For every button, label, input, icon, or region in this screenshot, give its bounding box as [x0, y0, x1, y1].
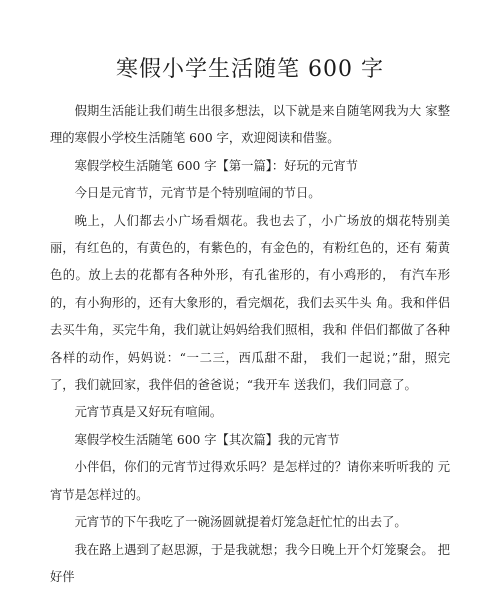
paragraph: 元宵节的下午我吃了一碗汤圆就提着灯笼急赶忙忙的出去了。	[50, 509, 450, 536]
document-body	[50, 98, 450, 591]
paragraph: 我在路上遇到了赵思源，于是我就想；我今日晚上开个灯笼聚会。 把好伴	[50, 537, 450, 591]
paragraph: 晚上，人们都去小广场看烟花。我也去了，小广场放的烟花特别美 丽，有红色的，有黄色的，有紫色的，有金色的，有粉红色的，还有 菊黄色的。放上去的花都有各种外形，有孔雀形的，有小鸡形的， 有汽车形的，有小狗形的，还有大象形的，看完烟花，我们去买牛头 角。我和伴侣去买牛角，买完牛角，我们就让妈妈给我们照相，我和 伴侣们都做了各种各样的动作，妈妈说：“一二三，西瓜甜不甜， 我们一起说；”甜，照完了，我们就回家，我伴侣的爸爸说；“我开车 送我们，我们同意了。	[50, 208, 450, 400]
paragraph: 元宵节真是又好玩有喧闹。	[50, 399, 450, 426]
document-title: 寒假小学生活随笔 600 字	[0, 52, 500, 83]
paragraph: 今日是元宵节，元宵节是个特别喧闹的节日。	[50, 180, 450, 207]
paragraph-intro: 假期生活能让我们萌生出很多想法，以下就是来自随笔网我为大 家整理的寒假小学校生活随笔 600 字，欢迎阅读和借鉴。	[50, 98, 450, 153]
section-heading-2: 寒假学校生活随笔 600 字【其次篇】我的元宵节	[50, 427, 450, 454]
section-heading-1: 寒假学校生活随笔 600 字【第一篇】：好玩的元宵节	[50, 153, 450, 180]
paragraph: 小伴侣，你们的元宵节过得欢乐吗？是怎样过的？请你来听听我的 元宵节是怎样过的。	[50, 454, 450, 509]
